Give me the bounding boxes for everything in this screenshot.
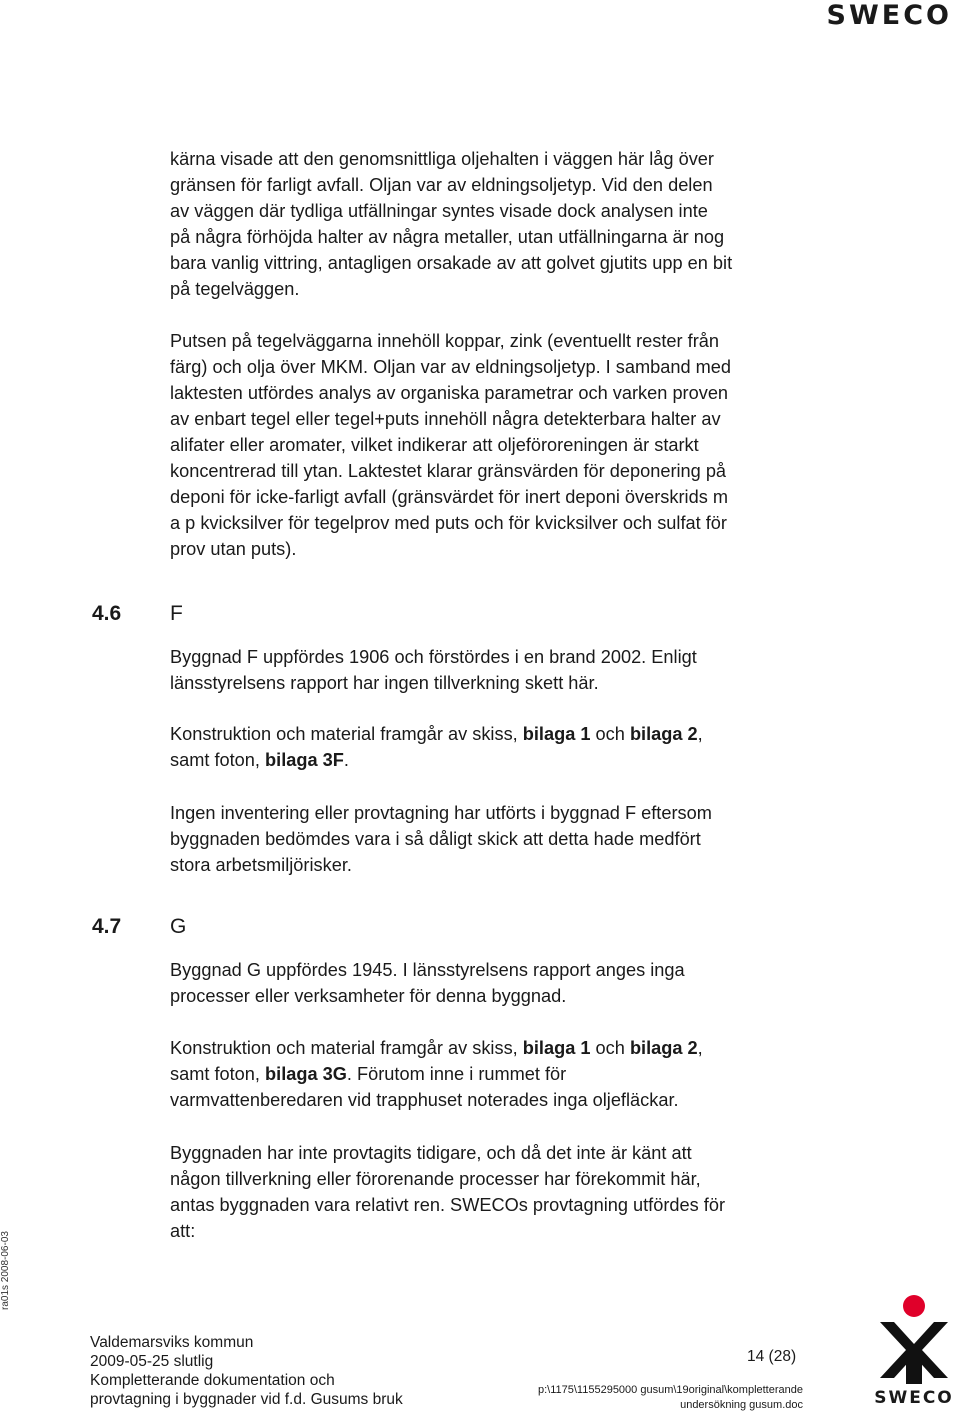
paragraph: Putsen på tegelväggarna innehöll koppar, zink (eventuellt rester från färg) och olja över MKM. Oljan var av eldningsoljetyp. I samband med laktesten utfördes analys av organiska parametrar och varken proven av enbart tegel eller tegel+puts innehöll några detekterbara halter av alifater eller aromater, vilket indikerar att oljeföroreningen är starkt koncentrerad till ytan. Laktestet klarar gränsvärden för deponering på deponi för icke-farligt avfall (gränsvärdet för inert deponi överskrids m a p kvicksilver för tegelprov med puts och för kvicksilver och sulfat för prov utan puts). <box>170 331 732 559</box>
appendix-ref: bilaga 2 <box>629 724 698 744</box>
heading-title: G <box>170 915 187 938</box>
sweco-logo-footer <box>872 1292 956 1408</box>
text-run: , samt foton, <box>170 724 703 770</box>
section-4-6-body-3 <box>170 800 810 878</box>
section-4-7-body-2 <box>170 1035 810 1113</box>
text-run: . Förutom inne i rummet för varmvattenberedaren vid trapphuset noterades inga oljefläckar. <box>170 1064 679 1110</box>
sweco-logo-header: SWECO <box>826 0 952 31</box>
paragraph <box>170 1035 810 1113</box>
appendix-ref: bilaga 1 <box>522 724 591 744</box>
appendix-ref: bilaga 3G <box>265 1064 347 1084</box>
appendix-ref: bilaga 3F <box>265 750 344 770</box>
footer-title-2: provtagning i byggnader vid f.d. Gusums bruk <box>90 1391 403 1408</box>
section-4-6-body-2 <box>170 721 810 773</box>
footer-org: Valdemarsviks kommun <box>90 1334 254 1351</box>
heading-number: 4.7 <box>92 915 122 938</box>
section-4-7-body-3 <box>170 1140 810 1244</box>
appendix-ref: bilaga 1 <box>522 1038 591 1058</box>
paragraph: Byggnad G uppfördes 1945. I länsstyrelsens rapport anges inga processer eller verksamheter för denna byggnad. <box>170 960 685 1006</box>
paragraph <box>170 721 810 773</box>
paragraph: kärna visade att den genomsnittliga oljehalten i väggen här låg över gränsen för farligt avfall. Oljan var av eldningsoljetyp. Vid den delen av väggen där tydliga utfällningar syntes visade dock analysen inte på några förhöjda halter av några metaller, utan utfällningarna är nog bara vanlig vittring, antagligen orsakade av att golvet gjutits upp en bit på tegelväggen. <box>170 149 733 299</box>
file-path-line-1: p:\1175\1155295000 gusum\19original\kompletterande <box>537 1384 803 1396</box>
heading-number: 4.6 <box>92 602 122 625</box>
paragraph: Byggnaden har inte provtagits tidigare, och då det inte är känt att någon tillverkning eller förorenande processer har förekommit här, antas byggnaden vara relativt ren. SWECOs provtagning utfördes för att: <box>170 1143 726 1241</box>
footer-title-1: Kompletterande dokumentation och <box>90 1372 335 1389</box>
sweco-logo-text: SWECO <box>874 1388 954 1408</box>
template-id-note: ra01s 2008-06-03 <box>0 1231 11 1310</box>
sweco-emblem-icon <box>872 1292 956 1388</box>
page-number: 14 (28) <box>747 1348 797 1365</box>
appendix-ref: bilaga 2 <box>629 1038 698 1058</box>
text-run: Konstruktion och material framgår av skiss, <box>170 724 523 744</box>
text-run: och <box>590 1038 630 1058</box>
text-run: , samt foton, <box>170 1038 703 1084</box>
text-run: Konstruktion och material framgår av skiss, <box>170 1038 523 1058</box>
file-path <box>508 1383 803 1413</box>
section-4-6-body <box>170 644 810 696</box>
text-run: . <box>343 750 349 770</box>
heading-title: F <box>170 602 183 625</box>
section-continuation-2 <box>170 328 810 562</box>
text-run: och <box>590 724 630 744</box>
paragraph: Ingen inventering eller provtagning har utförts i byggnad F eftersom byggnaden bedömdes vara i så dåligt skick att detta hade medfört stora arbetsmiljörisker. <box>170 803 712 875</box>
footer-info <box>90 1333 403 1409</box>
footer-date: 2009-05-25 slutlig <box>90 1353 214 1370</box>
section-4-7-body <box>170 957 810 1009</box>
section-continuation <box>170 146 810 302</box>
paragraph: Byggnad F uppfördes 1906 och förstördes i en brand 2002. Enligt länsstyrelsens rapport har ingen tillverkning skett här. <box>170 647 697 693</box>
file-path-line-2: undersökning gusum.doc <box>680 1399 803 1411</box>
